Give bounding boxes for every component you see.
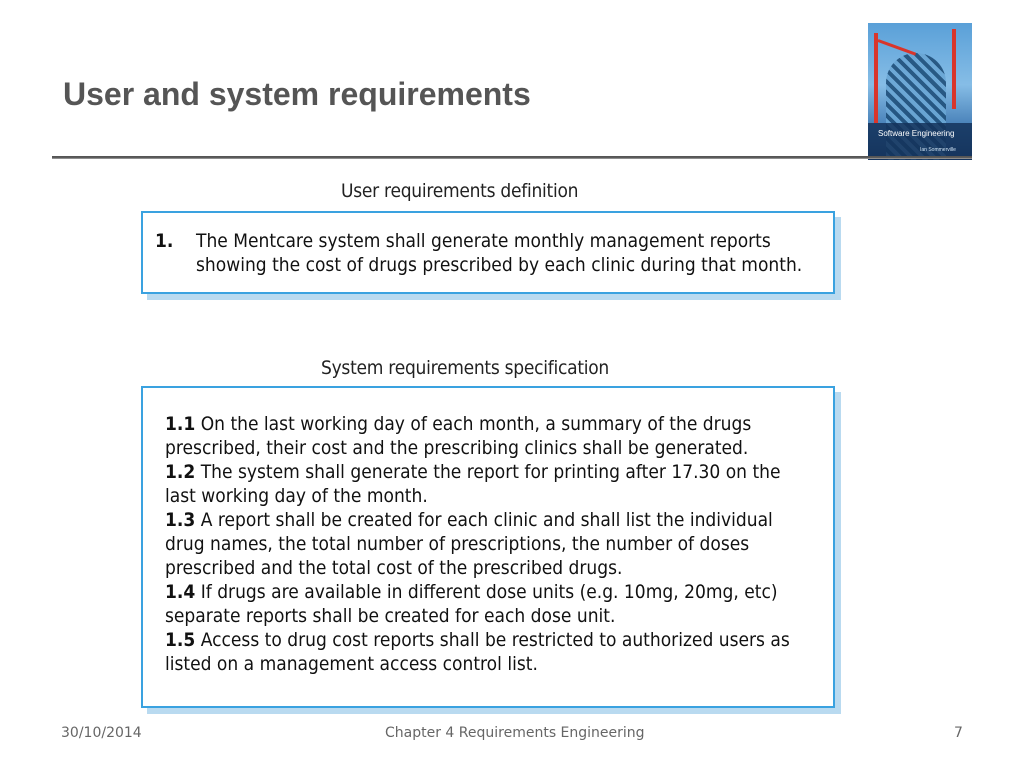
system-requirements-list — [165, 412, 790, 676]
crane-graphic — [874, 33, 878, 123]
book-cover-image — [868, 23, 972, 160]
requirement-number: 1. — [155, 230, 174, 252]
requirement-line: drug names, the total number of prescriptions, the number of doses — [165, 533, 750, 555]
requirement-line: showing the cost of drugs prescribed by each clinic during that month. — [196, 254, 803, 276]
requirement-line: If drugs are available in different dose units (e.g. 10mg, 20mg, etc) — [200, 581, 778, 603]
requirement-line: Access to drug cost reports shall be restricted to authorized users as — [200, 629, 790, 651]
user-requirements-box — [141, 211, 835, 294]
list-item — [165, 460, 790, 484]
user-requirements-caption: User requirements definition — [341, 180, 579, 202]
requirement-number: 1.3 — [165, 509, 196, 531]
footer-chapter: Chapter 4 Requirements Engineering — [385, 725, 645, 741]
requirement-line: last working day of the month. — [165, 485, 428, 507]
list-item — [165, 628, 790, 652]
list-item — [165, 412, 790, 436]
requirement-line: The Mentcare system shall generate monthly management reports — [196, 230, 771, 252]
cover-author: Ian Sommerville — [920, 147, 956, 153]
user-requirement-text — [196, 229, 802, 277]
user-requirement-number — [155, 229, 179, 253]
requirement-line: prescribed, their cost and the prescribing clinics shall be generated. — [165, 437, 749, 459]
crane-arm-graphic — [877, 39, 916, 55]
cover-title: Software Engineering — [878, 129, 955, 138]
title-divider — [52, 156, 972, 159]
requirement-number: 1.5 — [165, 629, 196, 651]
requirement-line: prescribed and the total cost of the prescribed drugs. — [165, 557, 623, 579]
requirement-number: 1.1 — [165, 413, 196, 435]
requirement-number: 1.4 — [165, 581, 196, 603]
system-requirements-box — [141, 386, 835, 708]
requirement-number: 1.2 — [165, 461, 196, 483]
crane-graphic — [952, 29, 956, 109]
footer-page-number: 7 — [954, 725, 963, 741]
list-item — [165, 580, 790, 604]
requirement-line: The system shall generate the report for printing after 17.30 on the — [200, 461, 781, 483]
system-requirements-caption: System requirements specification — [321, 357, 609, 379]
slide-title: User and system requirements — [63, 76, 531, 112]
list-item — [165, 508, 790, 532]
requirement-line: A report shall be created for each clinic and shall list the individual — [200, 509, 773, 531]
requirement-line: On the last working day of each month, a summary of the drugs — [200, 413, 752, 435]
footer-date: 30/10/2014 — [61, 725, 142, 741]
requirement-line: listed on a management access control list. — [165, 653, 538, 675]
requirement-line: separate reports shall be created for each dose unit. — [165, 605, 616, 627]
